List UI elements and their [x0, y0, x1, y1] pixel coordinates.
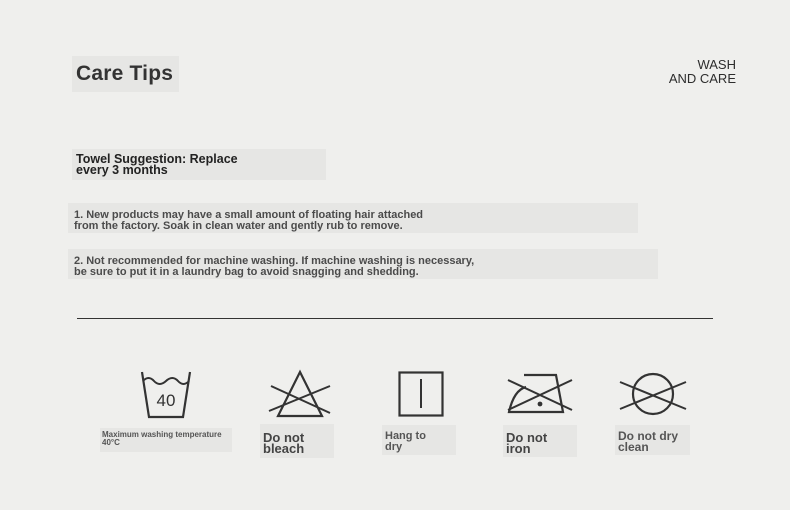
brand-line-2: AND CARE	[668, 71, 736, 86]
no-bleach-icon	[266, 369, 334, 421]
wash-40-icon	[140, 369, 192, 419]
wash-temperature-number: 40	[156, 391, 176, 410]
wash-temperature-label: Maximum washing temperature 40°C	[100, 428, 232, 452]
no-dry-clean-label: Do not dry clean	[615, 425, 690, 455]
hang-dry-icon	[398, 371, 446, 419]
towel-suggestion: Towel Suggestion: Replace every 3 months	[72, 149, 326, 180]
hang-dry-label: Hang to dry	[382, 425, 456, 455]
no-iron-icon	[504, 370, 576, 416]
no-bleach-label: Do not bleach	[260, 424, 334, 458]
brand-label	[616, 58, 736, 86]
care-note-2: 2. Not recommended for machine washing. If machine washing is necessary, be sure to put it in a laundry bag to avoid snagging and shedding.	[68, 249, 658, 279]
page-title: Care Tips	[72, 56, 179, 92]
no-iron-label: Do not iron	[503, 425, 577, 457]
no-dry-clean-icon	[618, 372, 688, 416]
divider	[77, 318, 713, 319]
care-note-1: 1. New products may have a small amount of floating hair attached from the factory. Soak in clean water and gently rub to remove.	[68, 203, 638, 233]
brand-line-1: WASH	[697, 57, 736, 72]
